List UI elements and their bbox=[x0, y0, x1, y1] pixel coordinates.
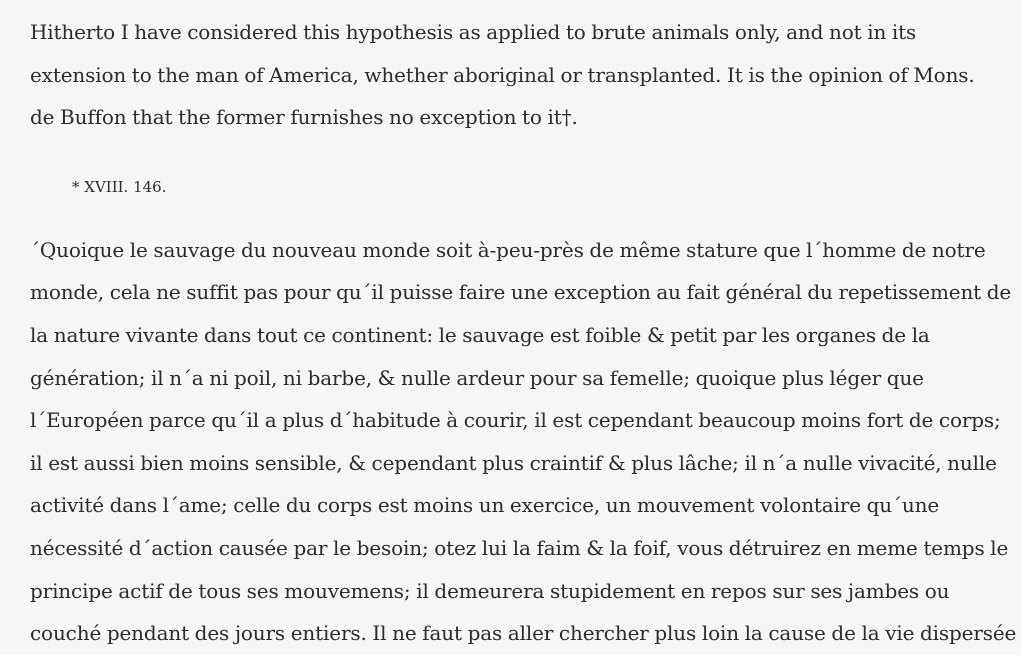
text-line: activité dans l´ame; celle du corps est moins un exercice, un mouvement volontaire qu´une bbox=[30, 493, 940, 518]
paragraph-hypothesis bbox=[30, 11, 1007, 139]
text-line: couché pendant des jours entiers. Il ne faut pas aller chercher plus loin la cause de la vie dispersée bbox=[30, 621, 1017, 646]
text-line: monde, cela ne suffit pas pour qu´il puisse faire une exception au fait général du repetissement de bbox=[30, 280, 1012, 305]
text-line: génération; il n´a ni poil, ni barbe, & nulle ardeur pour sa femelle; quoique plus léger que bbox=[30, 365, 924, 390]
text-line: nécessité d´action causée par le besoin; otez lui la faim & la foif, vous détruirez en meme temps le bbox=[30, 535, 1009, 560]
footnote: * XVIII. 146. bbox=[72, 177, 167, 196]
text-line: la nature vivante dans tout ce continent: le sauvage est foible & petit par les organes de la bbox=[30, 322, 930, 347]
text-line: ´Quoique le sauvage du nouveau monde soit à-peu-près de même stature que l´homme de notre bbox=[30, 237, 986, 262]
text-line: extension to the man of America, whether aboriginal or transplanted. It is the opinion of Mons. bbox=[30, 62, 975, 87]
text-line: l´Européen parce qu´il a plus d´habitude à courir, il est cependant beaucoup moins fort de corps; bbox=[30, 408, 1001, 433]
text-line: il est aussi bien moins sensible, & cependant plus craintif & plus lâche; il n´a nulle vivacité, nulle bbox=[30, 450, 997, 475]
text-line: principe actif de tous ses mouvemens; il demeurera stupidement en repos sur ses jambes ou bbox=[30, 578, 950, 603]
text-line: Hitherto I have considered this hypothesis as applied to brute animals only, and not in its bbox=[30, 20, 917, 44]
paragraph-buffon-quote bbox=[30, 229, 1017, 655]
text-line: de Buffon that the former furnishes no exception to it†. bbox=[30, 105, 578, 130]
